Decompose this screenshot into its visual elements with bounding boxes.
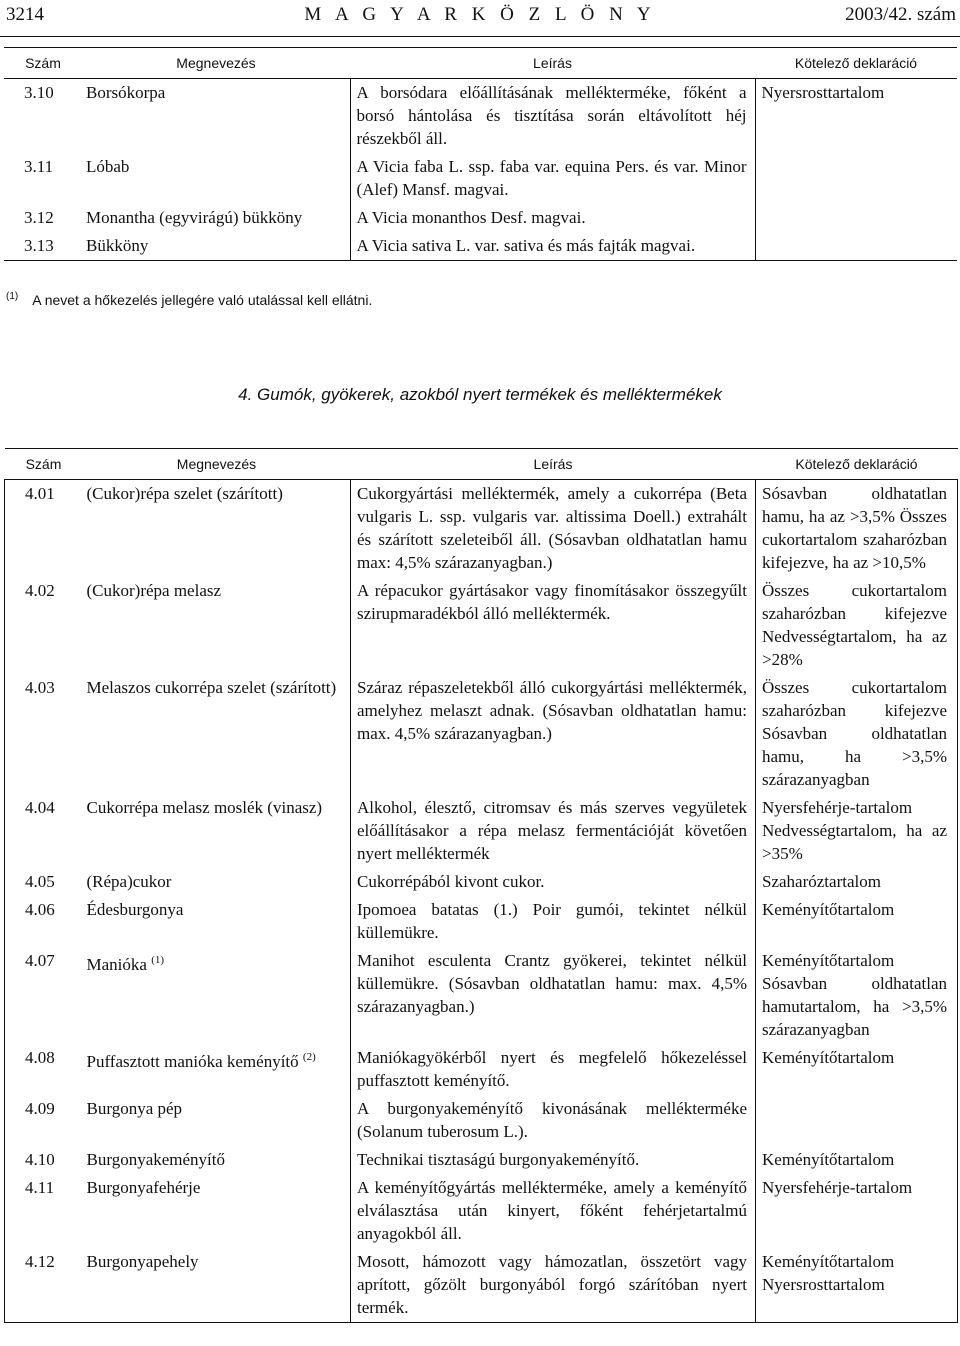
row-num: 3.11: [24, 157, 54, 176]
row-desc: A Vicia sativa L. var. sativa és más fajták magvai.: [350, 232, 755, 261]
row-name-text: Burgonya pép: [86, 1099, 183, 1118]
table-row: [5, 1044, 958, 1095]
row-num: 4.08: [5, 1044, 83, 1095]
row-name-text: (Répa)cukor: [86, 872, 172, 891]
row-num: 4.12: [5, 1248, 83, 1323]
row-desc: A keményítőgyártás mellékterméke, amely a keményítő elválasztása után kinyert, főként fehérjetartalmú anyagokból áll.: [351, 1174, 756, 1248]
table-row: [4, 204, 957, 232]
row-desc: A borsódara előállításának mellékterméke, főként a borsó hántolása és tisztítása során eltávolított héj részekből áll.: [350, 79, 755, 154]
row-num: 4.10: [5, 1146, 83, 1174]
row-decl: Keményítőtartalom Sósavban oldhatatlan hamutartalom, ha >3,5% szárazanyagban: [756, 947, 958, 1044]
row-num: 3.13: [4, 232, 82, 261]
row-name-text: Édesburgonya: [86, 900, 184, 919]
row-desc: A Vicia monanthos Desf. magvai.: [350, 204, 755, 232]
row-name: [83, 480, 351, 578]
row-desc: Cukorrépából kivont cukor.: [351, 868, 756, 896]
table-header-row: [4, 48, 957, 79]
row-num: 4.06: [5, 896, 83, 947]
table-row: [4, 79, 957, 154]
row-decl: Nyersrosttartalom: [761, 83, 885, 102]
row-name-text: Burgonyapehely: [86, 1252, 199, 1271]
row-name-text: (Cukor)répa melasz: [86, 581, 222, 600]
row-num: 4.09: [5, 1095, 83, 1146]
row-decl: Keményítőtartalom: [756, 1146, 958, 1174]
table-row: [5, 1146, 958, 1174]
row-desc: A répacukor gyártásakor vagy finomításakor összegyűlt szirupmaradékból álló melléktermék.: [351, 577, 756, 674]
feed-table-section-3: [4, 47, 957, 261]
row-name: Monantha (egyvirágú) bükköny: [82, 204, 350, 232]
row-name: [83, 794, 351, 868]
journal-title: M A G Y A R K Ö Z L Ö N Y: [304, 4, 656, 25]
row-decl: Nyersfehérje-tartalom: [756, 1174, 958, 1248]
row-name: [83, 896, 351, 947]
row-name: [83, 868, 351, 896]
row-decl: Összes cukortartalom szaharózban kifejezve Nedvességtartalom, ha az >28%: [756, 577, 958, 674]
col-header-name: Megnevezés: [83, 449, 351, 480]
row-name: [83, 674, 351, 794]
col-header-desc: Leírás: [350, 48, 755, 79]
feed-table-section-4: [4, 448, 958, 1323]
col-header-num: Szám: [4, 48, 82, 79]
col-header-name: Megnevezés: [82, 48, 350, 79]
row-name: [83, 1248, 351, 1323]
row-num: 4.11: [5, 1174, 83, 1248]
row-num: 3.12: [24, 208, 54, 227]
table-row: [4, 232, 957, 261]
footnote: [6, 291, 372, 308]
table-row: [5, 947, 958, 1044]
row-decl: [755, 232, 957, 261]
row-decl: Keményítőtartalom Nyersrosttartalom: [756, 1248, 958, 1323]
row-desc: Száraz répaszeletekből álló cukorgyártási melléktermék, amelyhez melaszt adnak. (Sósavban oldhatatlan hamu: max. 4,5% szárazanyagban.): [351, 674, 756, 794]
row-desc: A Vicia faba L. ssp. faba var. equina Pers. és var. Minor (Alef) Mansf. magvai.: [350, 153, 755, 204]
table-row: [5, 577, 958, 674]
row-decl: Szaharóztartalom: [756, 868, 958, 896]
table-row: [5, 794, 958, 868]
row-decl: Nyersfehérje-tartalom Nedvességtartalom, ha az >35%: [756, 794, 958, 868]
row-desc: Ipomoea batatas (1.) Poir gumói, tekintet nélkül küllemükre.: [351, 896, 756, 947]
footnote-mark: (1): [6, 291, 19, 302]
row-name: Bükköny: [82, 232, 350, 261]
table-row: [4, 153, 957, 204]
row-desc: Technikai tisztaságú burgonyakeményítő.: [351, 1146, 756, 1174]
footnote-ref: (1): [151, 954, 165, 966]
row-name: [83, 1146, 351, 1174]
row-name-text: Melaszos cukorrépa szelet (szárított): [86, 678, 337, 697]
row-name: [83, 1174, 351, 1248]
row-name: [83, 947, 351, 1044]
row-decl: [756, 1095, 958, 1146]
row-name-text: Burgonyafehérje: [86, 1178, 201, 1197]
row-decl: [755, 204, 957, 232]
row-decl: Összes cukortartalom szaharózban kifejezve Sósavban oldhatatlan hamu, ha >3,5% szárazanyagban: [756, 674, 958, 794]
row-decl: [755, 153, 957, 204]
row-desc: Manihot esculenta Crantz gyökerei, tekintet nélkül küllemükre. (Sósavban oldhatatlan hamu: max. 4,5% szárazanyagban.): [351, 947, 756, 1044]
col-header-desc: Leírás: [351, 449, 756, 480]
row-name-text: (Cukor)répa szelet (szárított): [86, 484, 283, 503]
page-header: [0, 0, 960, 37]
row-desc: Cukorgyártási melléktermék, amely a cukorrépa (Beta vulgaris L. ssp. vulgaris var. altissima Doell.) extrahált és szárított szeleteiből áll. (Sósavban oldhatatlan hamu max: 4,5% szárazanyagban.): [351, 480, 756, 578]
footnote-ref: (2): [302, 1051, 316, 1063]
col-header-decl: Kötelező deklaráció: [755, 48, 957, 79]
row-name: [83, 1044, 351, 1095]
row-name-text: Puffasztott manióka keményítő: [86, 1052, 299, 1071]
table-row: [5, 1174, 958, 1248]
row-name: Borsókorpa: [82, 79, 350, 154]
section-title: 4. Gumók, gyökerek, azokból nyert termékek és melléktermékek: [238, 385, 722, 404]
row-name-text: Cukorrépa melasz moslék (vinasz): [86, 798, 323, 817]
issue-number: 2003/42. szám: [845, 4, 956, 25]
row-desc: Maniókagyökérből nyert és megfelelő hőkezeléssel puffasztott keményítő.: [351, 1044, 756, 1095]
table-row: [5, 1095, 958, 1146]
row-num: 4.02: [5, 577, 83, 674]
row-name: Lóbab: [82, 153, 350, 204]
row-desc: Alkohol, élesztő, citromsav és más szerves vegyületek előállításakor a répa melasz fermentációját követően nyert melléktermék: [351, 794, 756, 868]
row-name: [83, 1095, 351, 1146]
row-decl: Sósavban oldhatatlan hamu, ha az >3,5% Összes cukortartalom szaharózban kifejezve, ha az >10,5%: [756, 480, 958, 578]
table-row: [5, 480, 958, 578]
row-desc: Mosott, hámozott vagy hámozatlan, összetört vagy aprított, gőzölt burgonyából forgó szárítóban nyert termék.: [351, 1248, 756, 1323]
col-header-num: Szám: [5, 449, 83, 480]
row-decl: Keményítőtartalom: [756, 1044, 958, 1095]
table-row: [5, 868, 958, 896]
table-header-row: [5, 449, 958, 480]
row-name: [83, 577, 351, 674]
col-header-decl: Kötelező deklaráció: [756, 449, 958, 480]
table-row: [5, 1248, 958, 1323]
row-num: 4.01: [5, 480, 83, 578]
row-num: 4.07: [5, 947, 83, 1044]
row-desc: A burgonyakeményítő kivonásának mellékterméke (Solanum tuberosum L.).: [351, 1095, 756, 1146]
row-num: 3.10: [24, 83, 54, 102]
page-number: 3214: [6, 4, 44, 25]
row-num: 4.04: [5, 794, 83, 868]
row-num: 4.05: [5, 868, 83, 896]
table-row: [5, 674, 958, 794]
row-name-text: Manióka: [86, 955, 147, 974]
row-name-text: Burgonyakeményítő: [86, 1150, 225, 1169]
table-row: [5, 896, 958, 947]
row-num: 4.03: [5, 674, 83, 794]
row-decl: Keményítőtartalom: [756, 896, 958, 947]
footnote-text: A nevet a hőkezelés jellegére való utalással kell ellátni.: [32, 292, 373, 308]
